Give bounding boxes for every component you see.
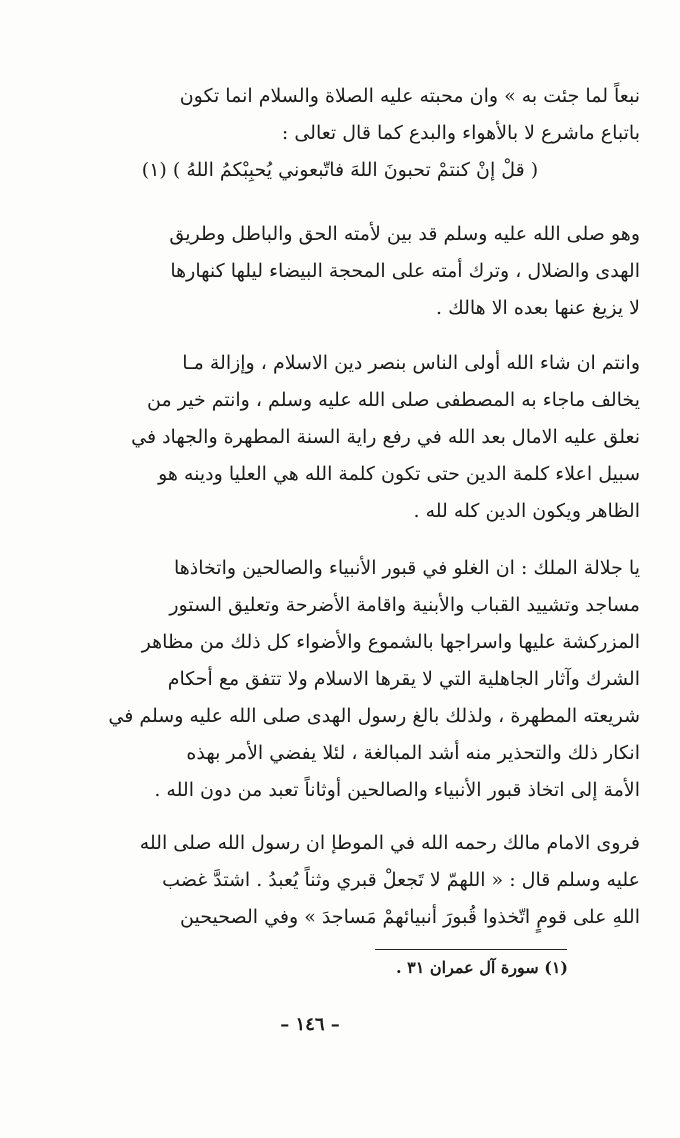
paragraph-4 [40,550,640,809]
text-line: الظاهر ويكون الدين كله لله . [413,500,640,522]
text-line: يا جلالة الملك : ان الغلو في قبور الأنبياء والصالحين واتخاذها [173,557,640,579]
text-line: مساجد وتشييد القباب والأبنية واقامة الأضرحة وتعليق الستور [169,594,640,616]
text-line: المزركشة عليها واسراجها بالشموع والأضواء كل ذلك من مظاهر [141,631,640,653]
page-number: – ١٤٦ – [280,1014,340,1035]
paragraph-3 [40,345,640,530]
paragraph-5 [40,825,640,936]
text-line: فروى الامام مالك رحمه الله في الموطإ ان رسول الله صلى الله [139,832,640,854]
text-line: وهو صلى الله عليه وسلم قد بين لأمته الحق والباطل وطريق [169,223,640,245]
text-line: الشرك وآثار الجاهلية التي لا يقرها الاسلام ولا تتفق مع أحكام [167,668,640,690]
footnote-divider [375,949,567,950]
text-line: نعلق عليه الامال بعد الله في رفع راية السنة المطهرة والجهاد في [131,426,640,448]
text-line: انكار ذلك والتحذير منه أشد المبالغة ، لئلا يفضي الأمر بهذه [186,742,640,764]
paragraph-1 [40,78,640,189]
text-line: عليه وسلم قال : « اللهمّ لا تَجعلْ قبري وثناً يُعبدُ . اشتدَّ غضب [162,869,640,891]
text-line: يخالف ماجاء به المصطفى صلى الله عليه وسلم ، وانتم خير من [147,389,640,411]
text-line: الأمة إلى اتخاذ قبور الأنبياء والصالحين أوثاناً تعبد من دون الله . [154,779,640,801]
quran-verse: ( قلْ إنْ كنتمْ تحبونَ اللهَ فاتّبعوني يُحبِبْكمُ اللهُ ) (١) [141,159,539,181]
text-line: الهدى والضلال ، وترك أمته على المحجة البيضاء ليلها كنهارها [170,260,640,282]
text-line: شريعته المطهرة ، ولذلك بالغ رسول الهدى صلى الله عليه وسلم في [108,705,640,727]
text-line: باتباع ماشرع لا بالأهواء والبدع كما قال تعالى : [281,122,640,144]
text-line: اللهِ على قومٍ اتّخذوا قُبورَ أنبيائهمْ مَساجدَ » وفي الصحيحين [180,906,640,928]
paragraph-2 [40,216,640,327]
footnote: (١) سورة آل عمران ٣١ . [395,958,568,977]
text-line: وانتم ان شاء الله أولى الناس بنصر دين الاسلام ، وإزالة مـا [182,352,640,374]
text-line: لا يزيغ عنها بعده الا هالك . [435,297,640,319]
text-line: سبيل اعلاء كلمة الدين حتى تكون كلمة الله هي العليا ودينه هو [158,463,640,485]
text-line: نبعاً لما جئت به » وان محبته عليه الصلاة والسلام انما تكون [179,85,640,107]
